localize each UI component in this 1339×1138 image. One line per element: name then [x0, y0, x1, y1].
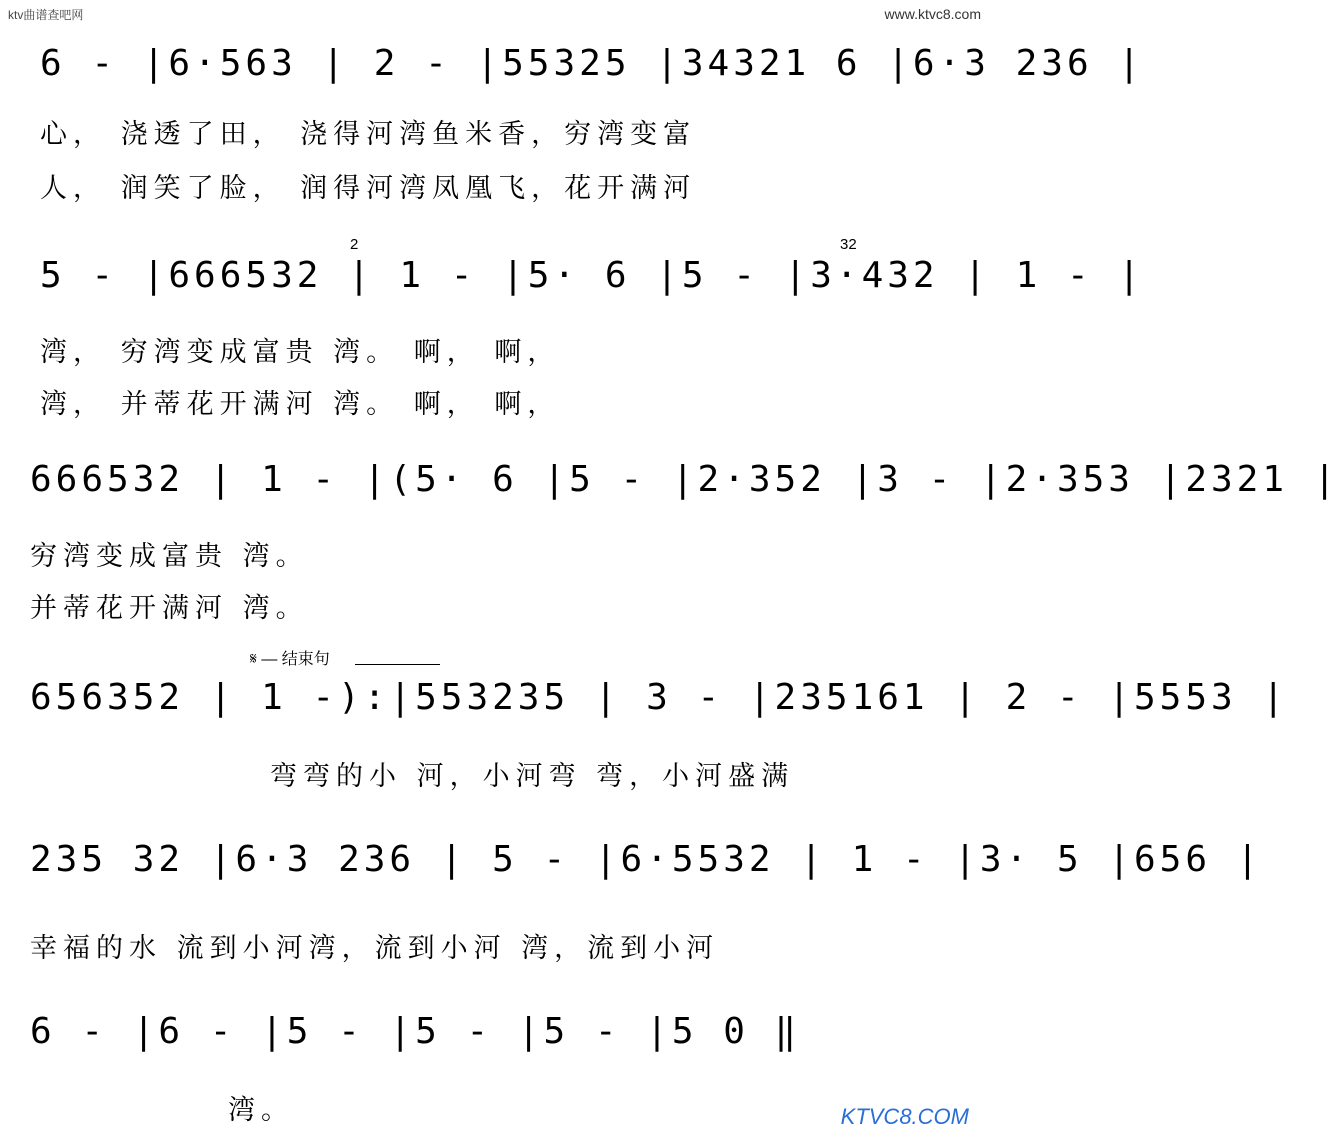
- notation-line-1: [0, 30, 1144, 110]
- lyric-line-5: 幸福的水 流到小河湾，流到小河 湾，流到小河: [30, 933, 720, 964]
- numbered-notation-4: 656352 | 1 -):|553235 | 3 - |235161 | 2 - |5553 |: [30, 677, 1289, 718]
- numbered-notation-1: 6 - |6·563 | 2 - |55325 |34321 6 |6·3 236 |: [40, 43, 1144, 84]
- site-logo-watermark: KTVC8.COM: [840, 1104, 969, 1129]
- lyric-line-1a: 心， 浇透了田， 浇得河湾鱼米香，穷湾变富: [40, 119, 697, 150]
- lyric-line-2b: 湾， 并蒂花开满河 湾。 啊， 啊，: [40, 389, 561, 420]
- site-watermark-top-right: www.ktvc8.com: [884, 6, 981, 22]
- ending-section-marker: 𝄋 — 结束句: [250, 651, 330, 668]
- numbered-notation-6: 6 - |6 - |5 - |5 - |5 - |5 0 ‖: [30, 1011, 801, 1052]
- site-watermark-top-left: ktv曲谱查吧网: [8, 8, 84, 22]
- lyric-line-2a: 湾， 穷湾变成富贵 湾。 啊， 啊，: [40, 337, 561, 368]
- notation-line-6: [0, 998, 991, 1078]
- lyric-line-3a: 穷湾变成富贵 湾。: [30, 541, 309, 572]
- grace-note-1: 2: [350, 236, 359, 253]
- numbered-notation-5: 235 32 |6·3 236 | 5 - |6·5532 | 1 - |3· 5 |656 |: [30, 839, 1263, 880]
- lyric-line-6: 湾。: [228, 1095, 294, 1126]
- numbered-notation-2: 5 - |666532 | 1 - |5· 6 |5 - |3·432 | 1 - |: [40, 255, 1144, 296]
- notation-line-5: [0, 826, 1263, 906]
- grace-note-2: 32: [840, 236, 857, 253]
- notation-line-2: [0, 236, 1144, 322]
- notation-line-4: [0, 664, 1289, 744]
- numbered-notation-3: 666532 | 1 - |(5· 6 |5 - |2·352 |3 - |2·353 |2321 |: [30, 459, 1339, 500]
- lyric-line-4: 弯弯的小 河，小河弯 弯，小河盛满: [270, 761, 795, 792]
- lyric-line-3b: 并蒂花开满河 湾。: [30, 593, 309, 624]
- lyric-line-1b: 人， 润笑了脸， 润得河湾凤凰飞，花开满河: [40, 173, 697, 204]
- notation-line-3: [0, 446, 1339, 526]
